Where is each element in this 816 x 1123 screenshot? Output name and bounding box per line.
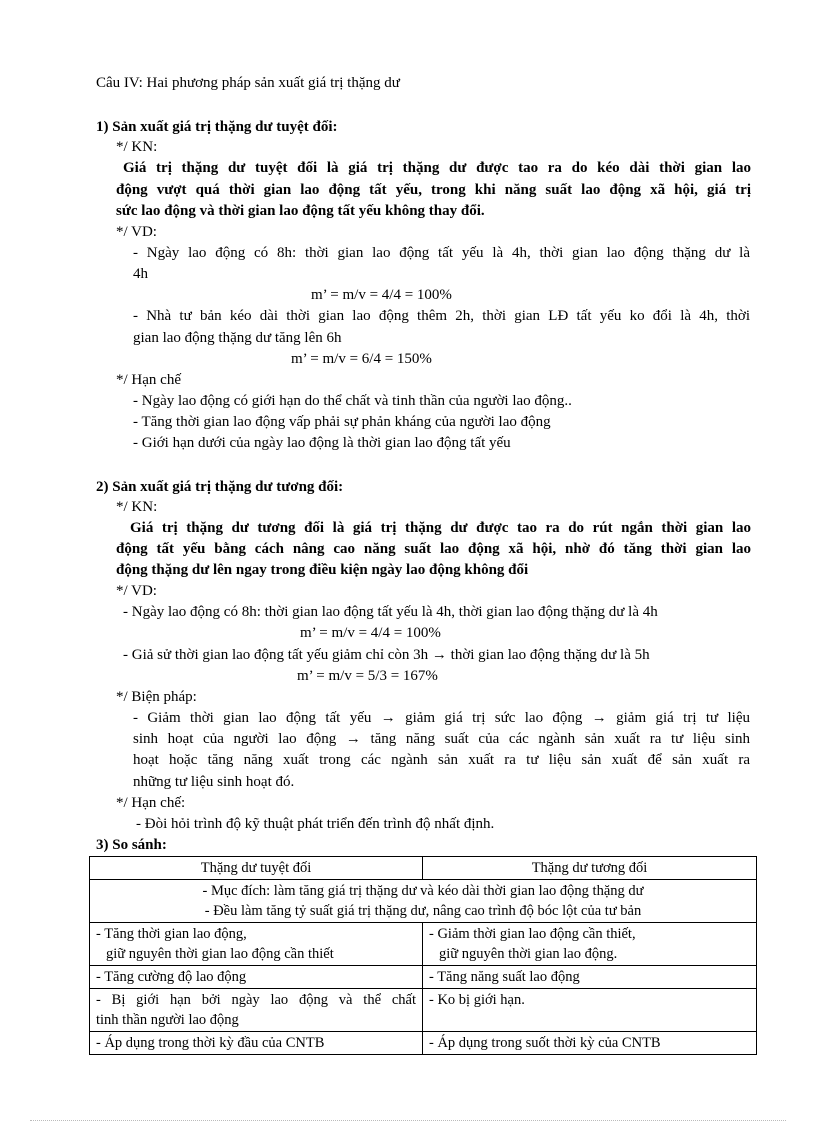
table-cell: - Tăng cường độ lao động: [90, 966, 423, 989]
section-2-formula-1: m’ = m/v = 4/4 = 100%: [300, 625, 441, 641]
section-1-definition-line: động vượt quá thời gian lao động tất yếu, trong khi năng suất lao động xã hội, giá trị: [116, 182, 751, 198]
table-cell: - Áp dụng trong suốt thời kỳ của CNTB: [423, 1032, 757, 1055]
table-cell: - Ko bị giới hạn.: [423, 989, 757, 1032]
section-1-kn-label: */ KN:: [116, 139, 158, 155]
section-1-formula-1: m’ = m/v = 4/4 = 100%: [311, 287, 452, 303]
section-2-measures-line: hoạt hoặc tăng năng xuất trong các ngành sản xuất ra tư liệu sản xuất để sản xuất ra: [133, 752, 750, 768]
table-row: [90, 989, 757, 1032]
section-2-measures-label: */ Biện pháp:: [116, 689, 197, 705]
section-2-measures-line: những tư liệu sinh hoạt đó.: [133, 774, 295, 790]
page-bottom-divider: [30, 1120, 786, 1121]
table-cell: - Áp dụng trong thời kỳ đầu của CNTB: [90, 1032, 423, 1055]
section-2-kn-label: */ KN:: [116, 499, 158, 515]
page-title: Câu IV: Hai phương pháp sản xuất giá trị thặng dư: [96, 75, 400, 91]
section-1-vd-label: */ VD:: [116, 224, 157, 240]
cell-line: giữ nguyên thời gian lao động cần thiết: [106, 946, 334, 962]
cell-line: - Tăng thời gian lao động,: [96, 926, 247, 942]
table-cell: [90, 989, 423, 1032]
table-header-absolute: Thặng dư tuyệt đối: [90, 857, 423, 880]
table-row: [90, 1032, 757, 1055]
section-2-limits-label: */ Hạn chế:: [116, 795, 186, 811]
section-1-definition-line: sức lao động và thời gian lao động tất yếu không thay đổi.: [116, 203, 485, 219]
section-1-definition-line: Giá trị thặng dư tuyệt đối là giá trị thặng dư được tao ra do kéo dài thời gian lao: [123, 160, 751, 176]
section-1-limit-item: - Giới hạn dưới của ngày lao động là thời gian lao động tất yếu: [133, 435, 511, 451]
table-row: [90, 923, 757, 966]
table-cell: [423, 923, 757, 966]
table-cell: [90, 923, 423, 966]
table-row: [90, 880, 757, 923]
cell-line: giữ nguyên thời gian lao động.: [439, 946, 618, 962]
section-1-limit-item: - Ngày lao động có giới hạn do thể chất và tinh thần của người lao động..: [133, 393, 572, 409]
section-2-measures-line: sinh hoạt của người lao động → tăng năng suất của các ngành sản xuất ra tư liệu sinh: [133, 731, 750, 747]
section-1-example-1: - Ngày lao động có 8h: thời gian lao động tất yếu là 4h, thời gian lao động thặng dư là: [133, 245, 750, 261]
section-2-example-2: - Giả sử thời gian lao động tất yếu giảm chỉ còn 3h → thời gian lao động thặng dư là 5h: [123, 647, 650, 663]
section-2-example-1: - Ngày lao động có 8h: thời gian lao động tất yếu là 4h, thời gian lao động thặng dư là 4h: [123, 604, 658, 620]
section-2-definition-line: Giá trị thặng dư tương đối là giá trị thặng dư được tao ra do rút ngắn thời gian lao: [130, 520, 751, 536]
common-point-purpose: - Mục đích: làm tăng giá trị thặng dư và kéo dài thời gian lao động thặng dư: [202, 883, 644, 899]
comparison-table: [89, 856, 757, 1055]
section-1-example-1-cont: 4h: [133, 266, 148, 282]
section-1-limits-label: */ Hạn chế: [116, 372, 181, 388]
section-1-limit-item: - Tăng thời gian lao động vấp phải sự phản kháng của người lao động: [133, 414, 551, 430]
section-2-definition-line: động tất yếu bằng cách nâng cao năng suất lao động xã hội, nhờ đó tăng thời gian lao: [116, 541, 751, 557]
section-1-example-2-cont: gian lao động thặng dư tăng lên 6h: [133, 330, 342, 346]
section-2-measures-line: - Giảm thời gian lao động tất yếu → giảm giá trị sức lao động → giảm giá trị tư liệu: [133, 710, 750, 726]
table-header-row: [90, 857, 757, 880]
section-2-formula-2: m’ = m/v = 5/3 = 167%: [297, 668, 438, 684]
cell-line: - Bị giới hạn bởi ngày lao động và thể chất: [96, 992, 416, 1008]
section-1-heading: 1) Sản xuất giá trị thặng dư tuyệt đối:: [96, 119, 338, 135]
table-cell: - Tăng năng suất lao động: [423, 966, 757, 989]
section-1-formula-2: m’ = m/v = 6/4 = 150%: [291, 351, 432, 367]
table-row: [90, 966, 757, 989]
table-common-cell: [90, 880, 757, 923]
table-header-relative: Thặng dư tương đối: [423, 857, 757, 880]
section-2-vd-label: */ VD:: [116, 583, 157, 599]
cell-line: tinh thần người lao động: [96, 1012, 239, 1028]
section-2-definition-line: động thặng dư lên ngay trong điều kiện ngày lao động không đổi: [116, 562, 529, 578]
section-1-example-2: - Nhà tư bản kéo dài thời gian lao động thêm 2h, thời gian LĐ tất yếu ko đổi là 4h, thời: [133, 308, 750, 324]
section-3-heading: 3) So sánh:: [96, 837, 167, 853]
common-point-rate: - Đều làm tăng tỷ suất giá trị thặng dư, nâng cao trình độ bóc lột của tư bản: [204, 903, 642, 919]
section-2-limit-item: - Đòi hỏi trình độ kỹ thuật phát triển đến trình độ nhất định.: [136, 816, 495, 832]
section-2-heading: 2) Sản xuất giá trị thặng dư tương đối:: [96, 479, 344, 495]
cell-line: - Giảm thời gian lao động cần thiết,: [429, 926, 636, 942]
